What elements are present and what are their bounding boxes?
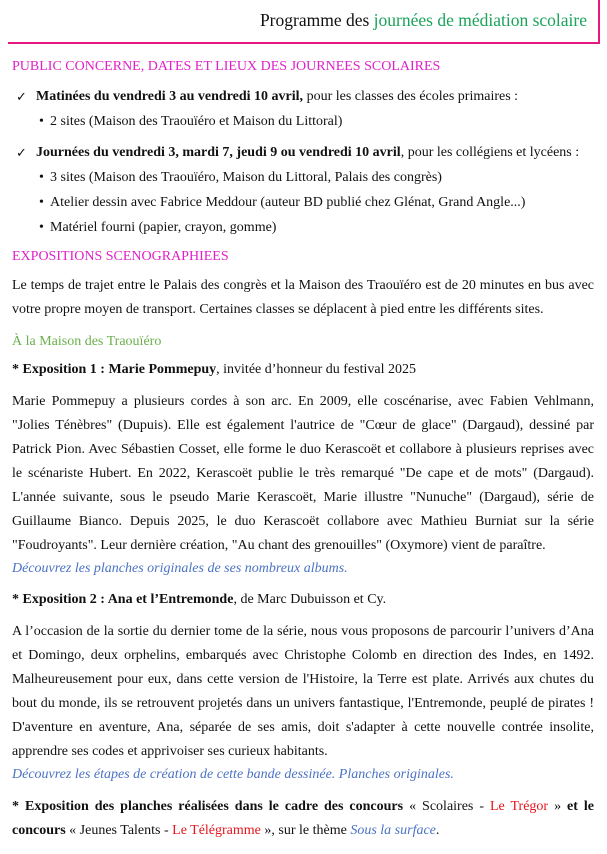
- expo3-theme: Sous la surface: [350, 823, 436, 838]
- document-body: [12, 56, 594, 843]
- expo3-text: », sur le thème: [260, 823, 351, 838]
- expo2-description: A l’occasion de la sortie du dernier tome de la série, nous vous proposons de parcourir l’univers d’Ana et Domingo, deux orphelins, embarqués avec Christophe Colomb en direction des Indes, en 1492. Malheureusement pour eux, dans cette version de l'Histoire, la Terre est plate. Arrivés aux chutes du bout du monde, ils se retrouvent projetés dans un univers fantastique, l'Entremonde, peuplé de pirates ! D'aventure en aventure, Ana, séparée de ses amis, doit s'adapter à cette nouvelle contrée insolite, apprendre ses codes et apprivoiser ses curieux habitants.: [12, 624, 594, 759]
- bullet-icon: •: [39, 220, 44, 235]
- check-item-bold: Matinées du vendredi 3 au vendredi 10 avril,: [36, 89, 304, 104]
- bullet-icon: •: [39, 170, 44, 185]
- check-item-text: , pour les collégiens et lycéens :: [400, 145, 580, 160]
- bullet-icon: •: [39, 195, 44, 210]
- expo3-bold: et le concours: [12, 799, 595, 838]
- header-title-prefix: Programme des: [259, 10, 370, 30]
- header-title: [260, 10, 587, 31]
- expo1-description: Marie Pommepuy a plusieurs cordes à son arc. En 2009, elle coscénarise, avec Fabien Vehlmann, "Jolies Ténèbres" (Dupuis). Elle est également l'autrice de "Cœur de glace" (Dargaud), dessiné par Patrick Pion. Avec Sébastien Cosset, elle forme le duo Kerascoët et collabore à plusieurs reprises avec le scénariste Hubert. En 2022, Kerascoët publie le très remarqué "De cape et de mots" (Dargaud). L'année suivante, sous le pseudo Marie Kerascoët, Marie illustre "Nunuche" (Dargaud), série de Guillaume Bianco. Depuis 2025, le duo Kerascoët collabore avec Mathieu Burniat sur la série "Foudroyants". Leur dernière création, "Au chant des grenouilles" (Oxymore) vient de paraître.: [12, 394, 594, 553]
- expo2-note: Découvrez les étapes de création de cette bande dessinée. Planches originales.: [12, 767, 454, 782]
- expo1-note: Découvrez les planches originales de ses nombreux albums.: [12, 561, 348, 576]
- bullet-text: 2 sites (Maison des Traouïéro et Maison du Littoral): [50, 114, 343, 129]
- public-group-2: [12, 141, 594, 240]
- bullet-text: Atelier dessin avec Fabrice Meddour (auteur BD publié chez Glénat, Grand Angle...): [50, 195, 526, 210]
- header-title-highlight: journées de médiation scolaire: [373, 10, 587, 30]
- expo2-heading: [12, 589, 594, 611]
- expo3-end: .: [435, 823, 440, 838]
- check-item: [12, 85, 594, 109]
- expo3-contest-1: Le Trégor: [490, 799, 549, 814]
- check-item-bold: Journées du vendredi 3, mardi 7, jeudi 9 ou vendredi 10 avril: [36, 145, 401, 160]
- expo1-title: * Exposition 1 : Marie Pommepuy: [12, 362, 217, 377]
- bullet-item: [12, 190, 594, 215]
- expo2-title: * Exposition 2 : Ana et l’Entremonde: [12, 592, 234, 607]
- check-icon: ✓: [16, 145, 27, 160]
- public-group-1: [12, 85, 594, 134]
- check-icon: ✓: [16, 89, 27, 104]
- expositions-intro: Le temps de trajet entre le Palais des congrès et la Maison des Traouïéro est de 20 minutes en bus avec votre propre moyen de transport. Certaines classes se déplacent à pied entre les différents sites.: [12, 278, 594, 317]
- bullet-text: Matériel fourni (papier, crayon, gomme): [50, 220, 277, 235]
- expo1-heading: [12, 359, 594, 381]
- expo3-text: »: [548, 799, 568, 814]
- expo3-text: « Jeunes Talents -: [65, 823, 173, 838]
- section-title-expositions: EXPOSITIONS SCENOGRAPHIEES: [12, 249, 229, 264]
- section-title-public: PUBLIC CONCERNE, DATES ET LIEUX DES JOURNEES SCOLAIRES: [12, 59, 441, 74]
- expo1-subtitle: , invitée d’honneur du festival 2025: [216, 362, 416, 377]
- bullet-icon: •: [39, 114, 44, 129]
- expo2-subtitle: , de Marc Dubuisson et Cy.: [233, 592, 387, 607]
- location-title: À la Maison des Traouïéro: [12, 334, 162, 349]
- expo3-contest-2: Le Télégramme: [172, 823, 261, 838]
- check-item-text: pour les classes des écoles primaires :: [303, 89, 519, 104]
- check-item: [12, 141, 594, 165]
- bullet-item: [12, 165, 594, 190]
- expo3-text: « Scolaires -: [403, 799, 490, 814]
- bullet-item: [12, 109, 594, 134]
- bullet-item: [12, 215, 594, 240]
- expo3-paragraph: [12, 795, 594, 843]
- bullet-text: 3 sites (Maison des Traouïéro, Maison du Littoral, Palais des congrès): [50, 170, 442, 185]
- page-header: [8, 0, 600, 44]
- expo3-title: * Exposition des planches réalisées dans le cadre des concours: [12, 799, 404, 814]
